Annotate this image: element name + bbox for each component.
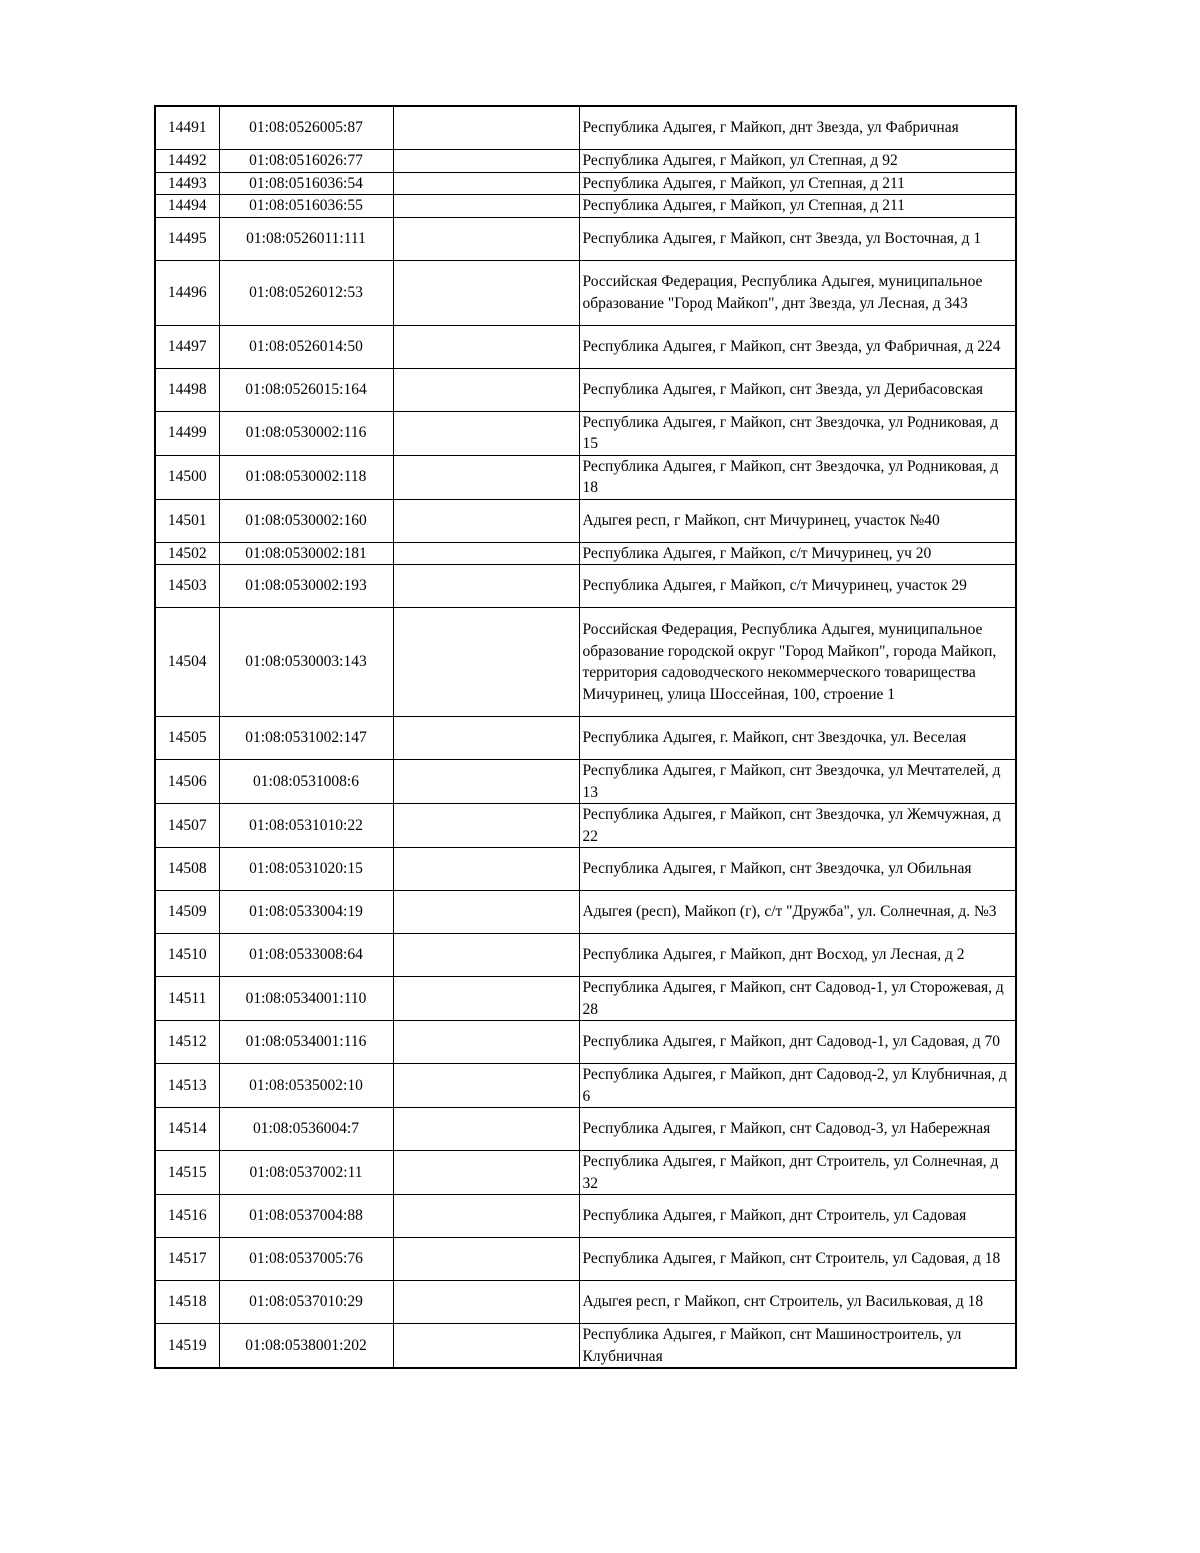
table-row: [155, 455, 1016, 499]
cadastral-number-cell: 01:08:0530003:143: [219, 608, 393, 717]
empty-cell: [393, 411, 579, 455]
empty-cell: [393, 499, 579, 542]
empty-cell: [393, 1324, 579, 1369]
address-cell: Адыгея респ, г Майкоп, снт Мичуринец, участок №40: [579, 499, 1016, 542]
row-number-cell: 14518: [155, 1281, 219, 1324]
row-number-cell: 14512: [155, 1021, 219, 1064]
table-row: [155, 1064, 1016, 1108]
empty-cell: [393, 1021, 579, 1064]
empty-cell: [393, 106, 579, 150]
address-cell: Республика Адыгея, г Майкоп, с/т Мичуринец, уч 20: [579, 542, 1016, 565]
row-number-cell: 14497: [155, 325, 219, 368]
row-number-cell: 14503: [155, 565, 219, 608]
row-number-cell: 14514: [155, 1108, 219, 1151]
cadastral-number-cell: 01:08:0530002:193: [219, 565, 393, 608]
empty-cell: [393, 934, 579, 977]
table-row: [155, 1108, 1016, 1151]
empty-cell: [393, 260, 579, 325]
address-cell: Республика Адыгея, г Майкоп, снт Звездочка, ул Обильная: [579, 848, 1016, 891]
cadastral-number-cell: 01:08:0526005:87: [219, 106, 393, 150]
cadastral-number-cell: 01:08:0530002:160: [219, 499, 393, 542]
table-row: [155, 891, 1016, 934]
address-cell: Республика Адыгея, г Майкоп, снт Строитель, ул Садовая, д 18: [579, 1238, 1016, 1281]
cadastral-number-cell: 01:08:0534001:116: [219, 1021, 393, 1064]
cadastral-number-cell: 01:08:0531020:15: [219, 848, 393, 891]
row-number-cell: 14502: [155, 542, 219, 565]
cadastral-number-cell: 01:08:0526015:164: [219, 368, 393, 411]
row-number-cell: 14515: [155, 1151, 219, 1195]
row-number-cell: 14499: [155, 411, 219, 455]
address-cell: Республика Адыгея, г. Майкоп, снт Звездочка, ул. Веселая: [579, 717, 1016, 760]
cadastral-number-cell: 01:08:0526012:53: [219, 260, 393, 325]
empty-cell: [393, 1108, 579, 1151]
registry-table-body: [155, 106, 1016, 1368]
table-row: [155, 217, 1016, 260]
empty-cell: [393, 1151, 579, 1195]
address-cell: Российская Федерация, Республика Адыгея, муниципальное образование "Город Майкоп", днт Звезда, ул Лесная, д 343: [579, 260, 1016, 325]
cadastral-number-cell: 01:08:0531010:22: [219, 804, 393, 848]
cadastral-number-cell: 01:08:0537002:11: [219, 1151, 393, 1195]
address-cell: Республика Адыгея, г Майкоп, снт Звезда, ул Восточная, д 1: [579, 217, 1016, 260]
row-number-cell: 14504: [155, 608, 219, 717]
row-number-cell: 14492: [155, 150, 219, 173]
table-row: [155, 848, 1016, 891]
empty-cell: [393, 804, 579, 848]
address-cell: Республика Адыгея, г Майкоп, с/т Мичуринец, участок 29: [579, 565, 1016, 608]
empty-cell: [393, 760, 579, 804]
cadastral-number-cell: 01:08:0535002:10: [219, 1064, 393, 1108]
address-cell: Республика Адыгея, г Майкоп, снт Звездочка, ул Родниковая, д 15: [579, 411, 1016, 455]
address-cell: Республика Адыгея, г Майкоп, днт Звезда, ул Фабричная: [579, 106, 1016, 150]
address-cell: Российская Федерация, Республика Адыгея, муниципальное образование городской округ "Город Майкоп", города Майкоп, территория садоводческого некоммерческого товарищества Мичуринец, улица Шоссейная, 100, строение 1: [579, 608, 1016, 717]
row-number-cell: 14496: [155, 260, 219, 325]
empty-cell: [393, 608, 579, 717]
table-row: [155, 1324, 1016, 1369]
cadastral-number-cell: 01:08:0538001:202: [219, 1324, 393, 1369]
cadastral-number-cell: 01:08:0516036:55: [219, 195, 393, 218]
cadastral-number-cell: 01:08:0526011:111: [219, 217, 393, 260]
address-cell: Республика Адыгея, г Майкоп, снт Машиностроитель, ул Клубничная: [579, 1324, 1016, 1369]
table-row: [155, 106, 1016, 150]
cadastral-registry-table: [154, 105, 1017, 1369]
table-row: [155, 325, 1016, 368]
address-cell: Республика Адыгея, г Майкоп, днт Строитель, ул Садовая: [579, 1195, 1016, 1238]
cadastral-number-cell: 01:08:0537010:29: [219, 1281, 393, 1324]
table-row: [155, 1195, 1016, 1238]
table-row: [155, 608, 1016, 717]
address-cell: Республика Адыгея, г Майкоп, снт Садовод-3, ул Набережная: [579, 1108, 1016, 1151]
row-number-cell: 14491: [155, 106, 219, 150]
row-number-cell: 14493: [155, 172, 219, 195]
table-row: [155, 760, 1016, 804]
table-row: [155, 411, 1016, 455]
address-cell: Республика Адыгея, г Майкоп, днт Садовод-2, ул Клубничная, д 6: [579, 1064, 1016, 1108]
row-number-cell: 14506: [155, 760, 219, 804]
empty-cell: [393, 977, 579, 1021]
address-cell: Республика Адыгея, г Майкоп, ул Степная, д 211: [579, 195, 1016, 218]
cadastral-number-cell: 01:08:0516026:77: [219, 150, 393, 173]
address-cell: Республика Адыгея, г Майкоп, снт Садовод-1, ул Сторожевая, д 28: [579, 977, 1016, 1021]
empty-cell: [393, 195, 579, 218]
table-row: [155, 1238, 1016, 1281]
address-cell: Республика Адыгея, г Майкоп, снт Звездочка, ул Жемчужная, д 22: [579, 804, 1016, 848]
empty-cell: [393, 565, 579, 608]
cadastral-number-cell: 01:08:0530002:116: [219, 411, 393, 455]
empty-cell: [393, 891, 579, 934]
table-row: [155, 150, 1016, 173]
address-cell: Республика Адыгея, г Майкоп, ул Степная, д 92: [579, 150, 1016, 173]
cadastral-number-cell: 01:08:0530002:181: [219, 542, 393, 565]
cadastral-number-cell: 01:08:0537004:88: [219, 1195, 393, 1238]
address-cell: Республика Адыгея, г Майкоп, днт Восход, ул Лесная, д 2: [579, 934, 1016, 977]
table-row: [155, 804, 1016, 848]
empty-cell: [393, 1281, 579, 1324]
table-row: [155, 499, 1016, 542]
table-row: [155, 977, 1016, 1021]
row-number-cell: 14498: [155, 368, 219, 411]
row-number-cell: 14513: [155, 1064, 219, 1108]
table-row: [155, 1021, 1016, 1064]
address-cell: Республика Адыгея, г Майкоп, снт Звезда, ул Фабричная, д 224: [579, 325, 1016, 368]
table-row: [155, 717, 1016, 760]
empty-cell: [393, 217, 579, 260]
table-row: [155, 195, 1016, 218]
empty-cell: [393, 848, 579, 891]
address-cell: Республика Адыгея, г Майкоп, снт Звезда, ул Дерибасовская: [579, 368, 1016, 411]
cadastral-number-cell: 01:08:0533004:19: [219, 891, 393, 934]
address-cell: Республика Адыгея, г Майкоп, днт Строитель, ул Солнечная, д 32: [579, 1151, 1016, 1195]
row-number-cell: 14519: [155, 1324, 219, 1369]
table-row: [155, 542, 1016, 565]
address-cell: Республика Адыгея, г Майкоп, ул Степная, д 211: [579, 172, 1016, 195]
cadastral-number-cell: 01:08:0526014:50: [219, 325, 393, 368]
empty-cell: [393, 325, 579, 368]
empty-cell: [393, 542, 579, 565]
row-number-cell: 14501: [155, 499, 219, 542]
empty-cell: [393, 717, 579, 760]
row-number-cell: 14510: [155, 934, 219, 977]
row-number-cell: 14516: [155, 1195, 219, 1238]
table-row: [155, 565, 1016, 608]
table-row: [155, 368, 1016, 411]
empty-cell: [393, 172, 579, 195]
row-number-cell: 14495: [155, 217, 219, 260]
cadastral-number-cell: 01:08:0534001:110: [219, 977, 393, 1021]
address-cell: Республика Адыгея, г Майкоп, снт Звездочка, ул Мечтателей, д 13: [579, 760, 1016, 804]
row-number-cell: 14500: [155, 455, 219, 499]
address-cell: Адыгея респ, г Майкоп, снт Строитель, ул Васильковая, д 18: [579, 1281, 1016, 1324]
cadastral-number-cell: 01:08:0537005:76: [219, 1238, 393, 1281]
cadastral-number-cell: 01:08:0536004:7: [219, 1108, 393, 1151]
table-row: [155, 260, 1016, 325]
row-number-cell: 14505: [155, 717, 219, 760]
cadastral-number-cell: 01:08:0531002:147: [219, 717, 393, 760]
cadastral-number-cell: 01:08:0531008:6: [219, 760, 393, 804]
row-number-cell: 14508: [155, 848, 219, 891]
address-cell: Республика Адыгея, г Майкоп, днт Садовод-1, ул Садовая, д 70: [579, 1021, 1016, 1064]
cadastral-number-cell: 01:08:0530002:118: [219, 455, 393, 499]
table-row: [155, 1151, 1016, 1195]
empty-cell: [393, 1064, 579, 1108]
row-number-cell: 14517: [155, 1238, 219, 1281]
table-row: [155, 934, 1016, 977]
row-number-cell: 14494: [155, 195, 219, 218]
row-number-cell: 14511: [155, 977, 219, 1021]
empty-cell: [393, 368, 579, 411]
address-cell: Адыгея (респ), Майкоп (г), с/т "Дружба", ул. Солнечная, д. №3: [579, 891, 1016, 934]
address-cell: Республика Адыгея, г Майкоп, снт Звездочка, ул Родниковая, д 18: [579, 455, 1016, 499]
cadastral-number-cell: 01:08:0516036:54: [219, 172, 393, 195]
row-number-cell: 14509: [155, 891, 219, 934]
empty-cell: [393, 1238, 579, 1281]
cadastral-number-cell: 01:08:0533008:64: [219, 934, 393, 977]
empty-cell: [393, 455, 579, 499]
empty-cell: [393, 1195, 579, 1238]
table-row: [155, 1281, 1016, 1324]
empty-cell: [393, 150, 579, 173]
table-row: [155, 172, 1016, 195]
row-number-cell: 14507: [155, 804, 219, 848]
